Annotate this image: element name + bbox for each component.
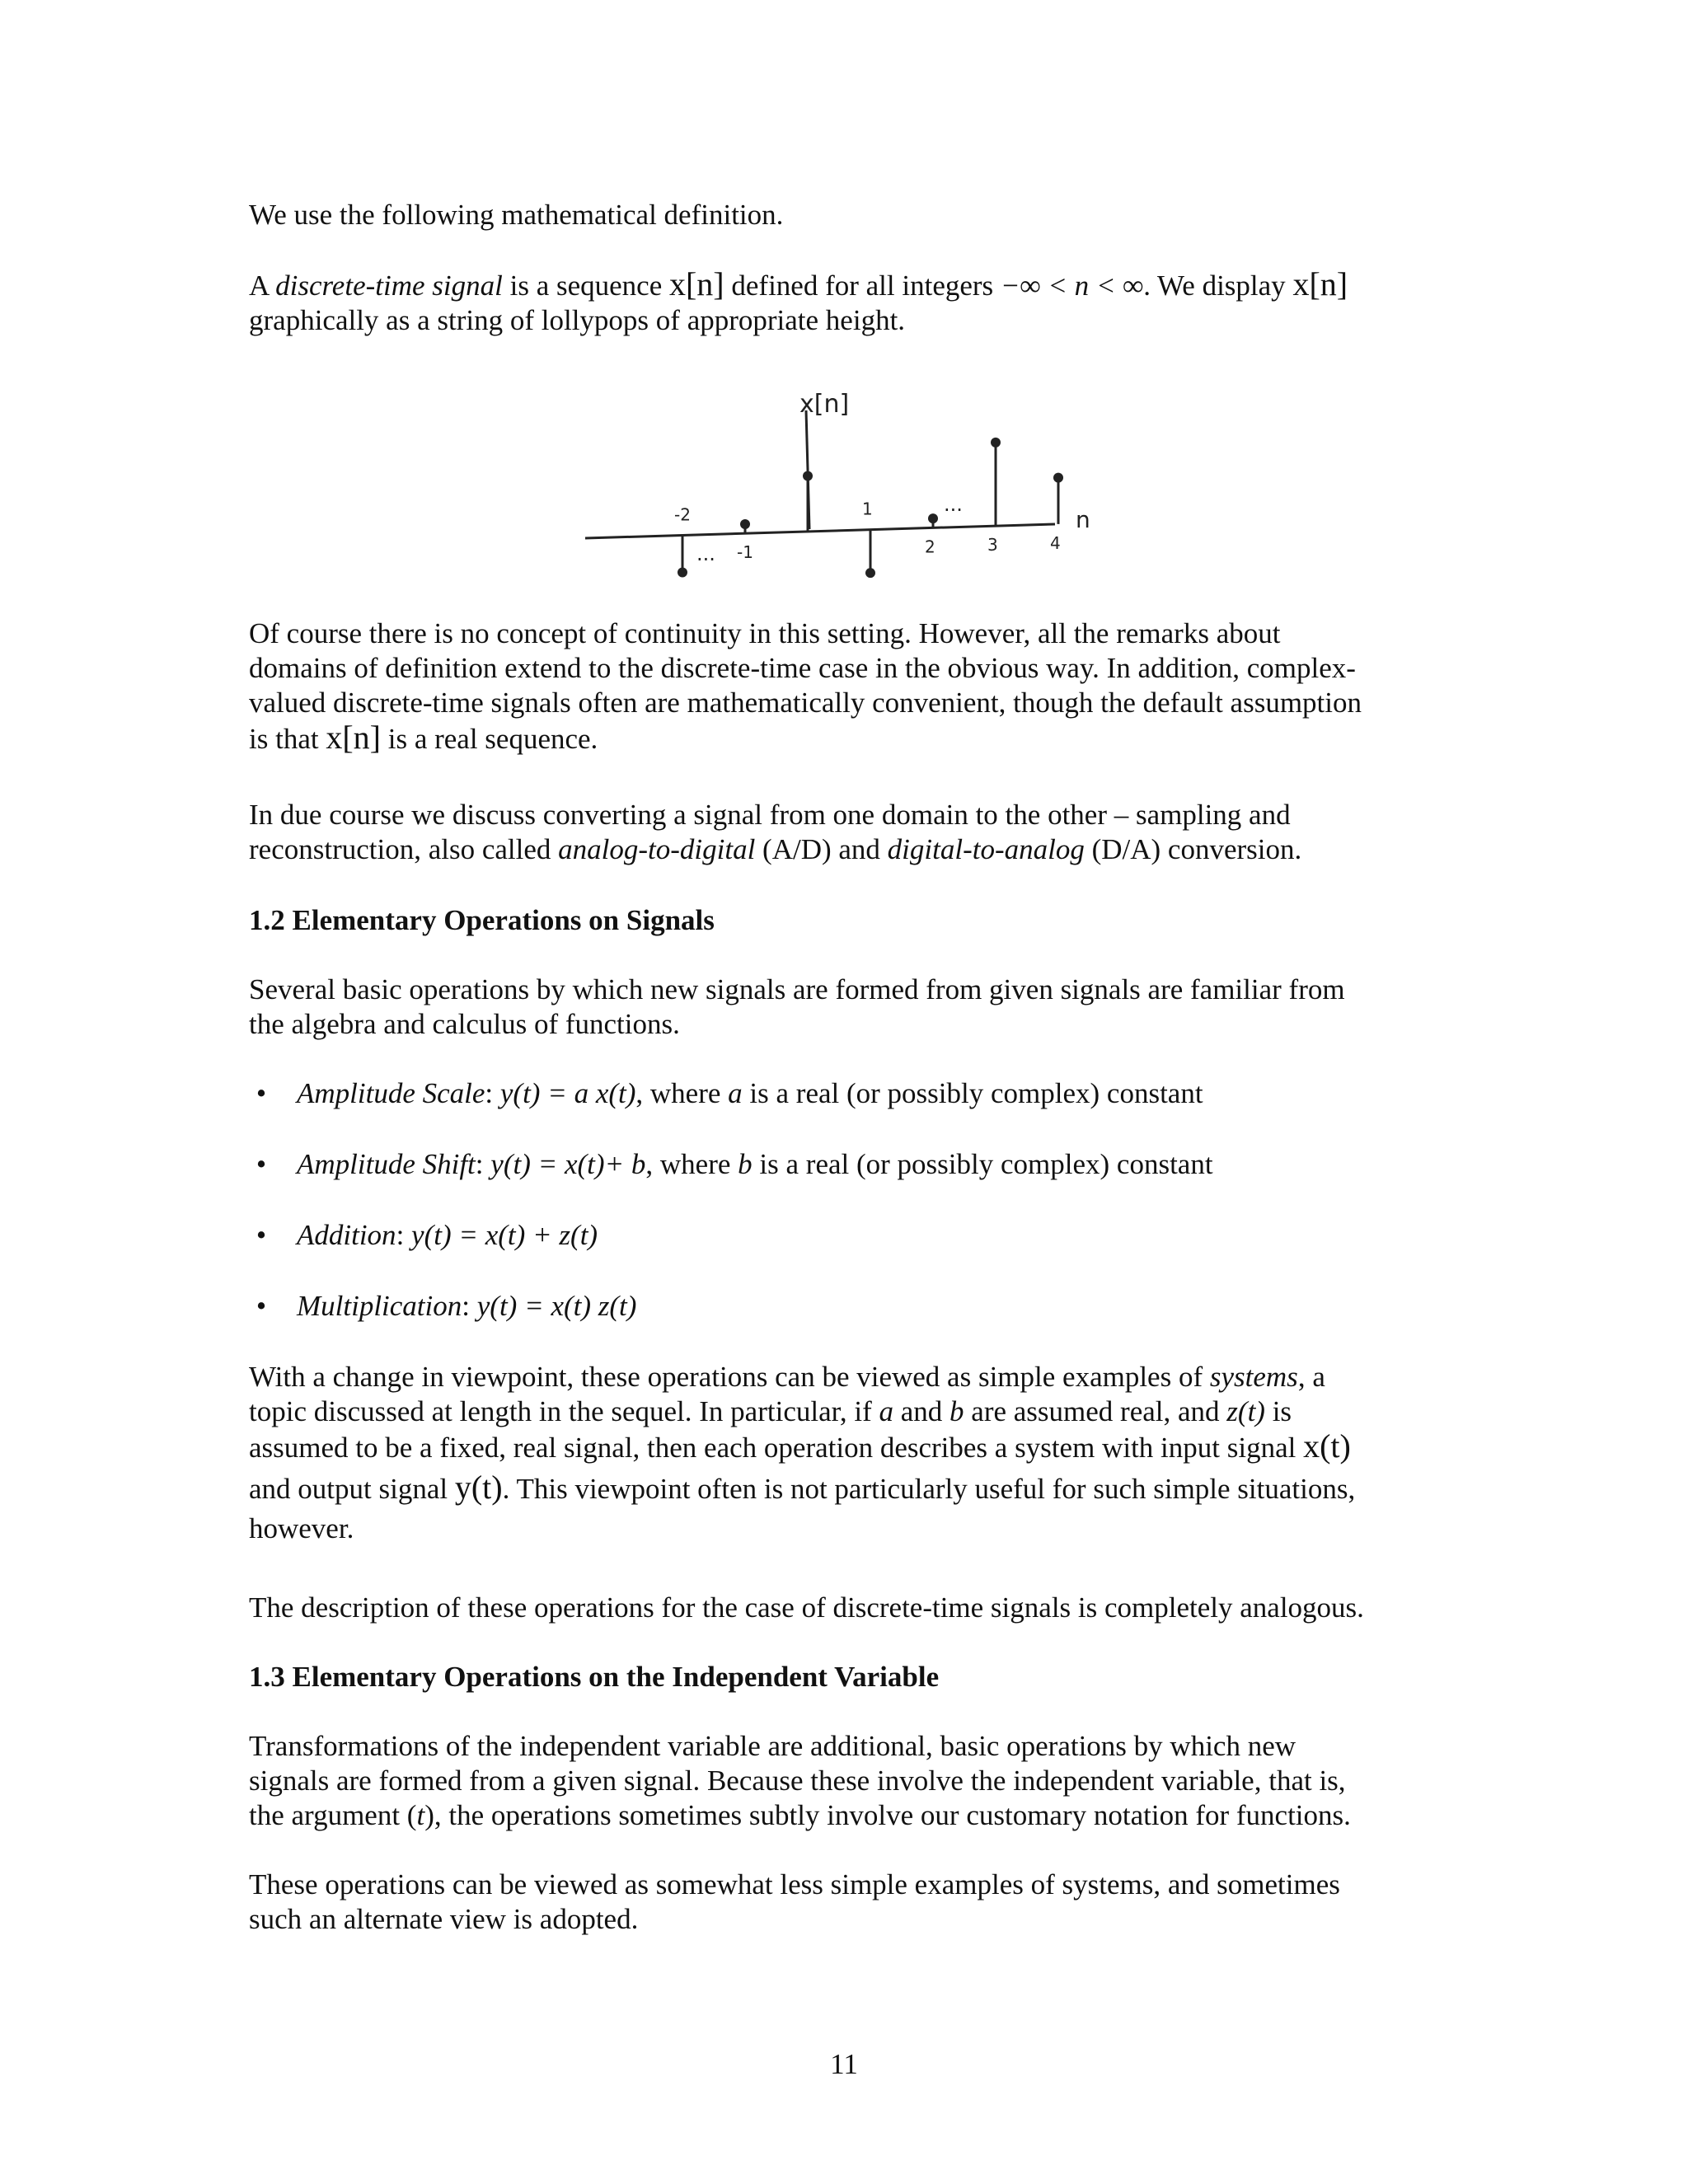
text-fragment: A: [249, 269, 276, 302]
paragraph-line: valued discrete-time signals often are mathematically convenient, though the default assumption: [249, 687, 1362, 719]
operation-name: Amplitude Shift: [297, 1148, 476, 1180]
variable: t: [416, 1799, 425, 1831]
term-discrete-time-signal: discrete-time signal: [275, 269, 503, 302]
paragraph-line: [249, 832, 1452, 867]
paragraph-line: [249, 1429, 1452, 1470]
paragraph-line: [249, 1360, 1452, 1394]
basic-operations-paragraph: [249, 972, 1452, 1042]
lollipop-head: [1053, 473, 1063, 483]
math-y-t: y(t): [454, 1469, 503, 1506]
text-fragment: (A/D) and: [755, 833, 888, 865]
section-heading-1-2: 1.2 Elementary Operations on Signals: [249, 904, 715, 936]
y-axis-label: x[n]: [799, 390, 850, 419]
lollipop-head: [740, 519, 750, 529]
paragraph-line: [249, 720, 1452, 757]
intro-paragraph: We use the following mathematical definition.: [249, 199, 784, 231]
bullet: •: [256, 1219, 267, 1251]
variable: b: [950, 1395, 964, 1427]
math-x-n: x[n]: [326, 719, 381, 756]
left-dots: ...: [696, 542, 715, 565]
definition-paragraph: [249, 267, 1452, 338]
paragraph-line: however.: [249, 1512, 354, 1544]
paragraph-line: domains of definition extend to the discrete-time case in the obvious way. In addition, complex-: [249, 652, 1356, 684]
lollipop-head: [865, 568, 875, 578]
paragraph-line: [249, 1470, 1452, 1511]
paragraph-line: In due course we discuss converting a signal from one domain to the other – sampling and: [249, 799, 1291, 831]
bullet: •: [256, 1148, 267, 1180]
variable: a: [728, 1077, 743, 1109]
lollipop-head: [928, 513, 938, 523]
right-dots: ...: [944, 493, 963, 516]
text-fragment: topic discussed at length in the sequel. In particular, if: [249, 1395, 879, 1427]
operation-name: Amplitude Scale: [297, 1077, 485, 1109]
systems-paragraph: [249, 1360, 1452, 1546]
variable: a: [879, 1395, 893, 1427]
text-fragment: defined for all integers: [724, 269, 1001, 302]
term-systems: systems: [1209, 1361, 1298, 1393]
text-fragment: With a change in viewpoint, these operations can be viewed as simple examples of: [249, 1361, 1210, 1393]
operation-name: Multiplication: [297, 1290, 462, 1322]
continuity-paragraph: [249, 616, 1452, 757]
lollipop-figure: [577, 387, 1104, 585]
text-fragment: is: [1264, 1395, 1292, 1427]
term-analog-to-digital: analog-to-digital: [558, 833, 756, 865]
equation: y(t) = x(t) z(t): [476, 1290, 637, 1322]
text-fragment: and output signal: [249, 1473, 455, 1505]
text-fragment: the argument (: [249, 1799, 417, 1831]
paragraph-line: Of course there is no concept of continuity in this setting. However, all the remarks about: [249, 617, 1281, 649]
paragraph-line: These operations can be viewed as somewhat less simple examples of systems, and sometimes: [249, 1868, 1340, 1900]
paragraph-line: Transformations of the independent variable are additional, basic operations by which new: [249, 1730, 1296, 1762]
math-x-t: x(t): [1303, 1427, 1351, 1465]
paragraph-line: such an alternate view is adopted.: [249, 1903, 639, 1935]
text-fragment: is a real (or possibly complex) constant: [752, 1148, 1213, 1180]
section-heading-1-3: 1.3 Elementary Operations on the Independent Variable: [249, 1661, 940, 1693]
paragraph-line: Several basic operations by which new signals are formed from given signals are familiar from: [249, 973, 1345, 1005]
text-fragment: (D/A) conversion.: [1084, 833, 1302, 865]
paragraph-line: [249, 1798, 1452, 1833]
math-x-n: x[n]: [668, 265, 724, 302]
tick-label: 2: [925, 537, 935, 557]
document-page: We use the following mathematical definition. A discrete-time signal is a sequence x[n] defined for all integers −∞ < n < ∞. We display x[n] graphically as a string of lollypops of appropriate height. x[n] n ... ... -2 -1 1 2 3 4 Of course there is no concept of continuity in this setting. However, all the remarks about domains of definition extend to the discrete-time case in the obvious way. In addition, complex- valued discrete-time signals often are mathematically convenient, though the default assumption is that x[n] is a real sequence. In due course we discuss converting a signal from one domain to the other – sampling and reconstruction, also called analog-to-digital (A/D) and digital-to-analog (D/A) conversion. 1.2 Elementary Operations on Signals Several basic operations by which new signals are formed from given signals are familiar from the algebra and calculus of functions. • Amplitude Scale: y(t) = a x(t), where a is a real (or possibly complex) constant • Amplitude Shift: y(t) = x(t)+ b, where b is a real (or possibly complex) constant • Addition: y(t) = x(t) + z(t) • Multiplication: y(t) = x(t) z(t) With a change in viewpoint, these operations can be viewed as simple examples of systems, a topic discussed at length in the sequel. In particular, if a and b are assumed real, and z(t) is assumed to be a fixed, real signal, then each operation describes a system with input signal x(t) and output signal y(t). This viewpoint often is not particularly useful for such simple situations, however. The description of these operations for the case of discrete-time signals is completely analogous. 1.3 Elementary Operations on the Independent Variable Transformations of the independent variable are additional, basic operations by which new signals are formed from a given signal. Because these involve the independent variable, that is, the argument (t), the operations sometimes subtly involve our customary notation for functions. These operations can be viewed as somewhat less simple examples of systems, and sometimes such an alternate view is adopted. 11: [0, 0, 1688, 2184]
text-fragment: are assumed real, and: [964, 1395, 1227, 1427]
text-fragment: , where: [645, 1148, 738, 1180]
paragraph-line: the algebra and calculus of functions.: [249, 1008, 680, 1040]
text-fragment: is a real sequence.: [380, 723, 598, 755]
conversion-paragraph: [249, 798, 1452, 867]
x-axis-label: n: [1076, 506, 1090, 533]
text-fragment: is a real (or possibly complex) constant: [742, 1077, 1203, 1109]
analogous-paragraph: The description of these operations for the case of discrete-time signals is completely analogous.: [249, 1591, 1364, 1624]
variable: z(t): [1226, 1395, 1265, 1427]
text-fragment: assumed to be a fixed, real signal, then each operation describes a system with input signal: [249, 1432, 1304, 1464]
equation: y(t) = a x(t): [499, 1077, 636, 1109]
paragraph-line: signals are formed from a given signal. Because these involve the independent variable, that is,: [249, 1765, 1346, 1797]
operation-name: Addition: [297, 1219, 396, 1251]
lollipop-plot: [577, 387, 1104, 585]
lollipop-head: [678, 567, 687, 577]
page-number: 11: [830, 2048, 858, 2080]
alternate-view-paragraph: [249, 1868, 1452, 1937]
bullet: •: [256, 1290, 267, 1322]
equation: y(t) = x(t)+ b: [490, 1148, 646, 1180]
transform-paragraph: [249, 1729, 1452, 1833]
text-fragment: reconstruction, also called: [249, 833, 559, 865]
definition-line-1: [249, 267, 1452, 303]
definition-line-2: graphically as a string of lollypops of appropriate height.: [249, 304, 906, 336]
tick-label: 1: [862, 499, 873, 519]
tick-label: -2: [674, 504, 691, 525]
tick-label: 3: [987, 535, 998, 555]
term-digital-to-analog: digital-to-analog: [887, 833, 1085, 865]
math-range: −∞ < n < ∞: [1000, 269, 1144, 302]
math-x-n: x[n]: [1292, 265, 1348, 302]
text-fragment: , where: [635, 1077, 729, 1109]
text-fragment: . This viewpoint often is not particularly useful for such simple situations,: [502, 1473, 1356, 1505]
tick-label: -1: [737, 542, 753, 563]
text-fragment: ), the operations sometimes subtly involve our customary notation for functions.: [424, 1799, 1351, 1831]
equation: y(t) = x(t) + z(t): [411, 1219, 598, 1251]
bullet: •: [256, 1077, 267, 1109]
paragraph-line: [249, 1394, 1452, 1429]
text-fragment: . We display: [1143, 269, 1293, 302]
lollipop-head: [991, 438, 1001, 448]
text-fragment: , a: [1297, 1361, 1325, 1393]
text-fragment: and: [893, 1395, 950, 1427]
text-fragment: is that: [249, 723, 326, 755]
lollipop-head: [803, 471, 813, 480]
text-fragment: is a sequence: [502, 269, 669, 302]
variable: b: [738, 1148, 753, 1180]
tick-label: 4: [1050, 532, 1061, 553]
n-axis: [585, 524, 1055, 538]
